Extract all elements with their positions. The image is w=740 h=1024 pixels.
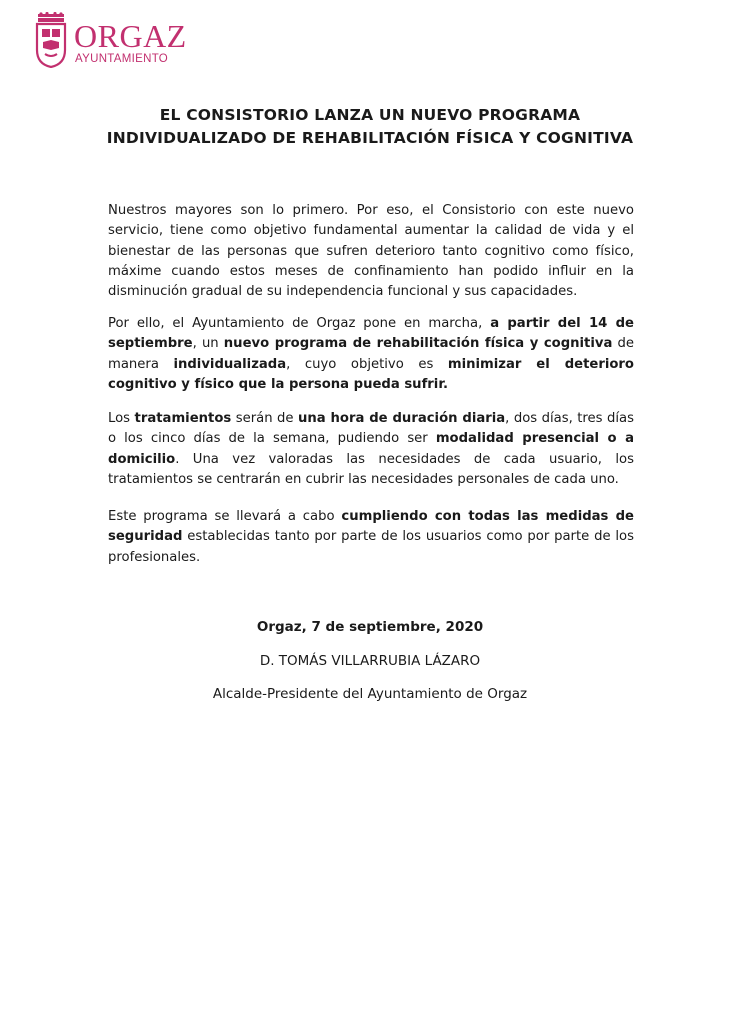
- emphasis-text: tratamientos: [134, 411, 232, 426]
- body-text: , dos días, tres días o los cinco días de la semana, pudiendo ser: [108, 411, 634, 447]
- logo-subtitle: AYUNTAMIENTO: [75, 53, 169, 65]
- emphasis-text: individualizada: [173, 356, 287, 372]
- body-text: , cuyo objetivo es: [286, 356, 448, 372]
- document-title: EL CONSISTORIO LANZA UN NUEVO PROGRAMA INDIVIDUALIZADO DE REHABILITACIÓN FÍSICA Y COGNITIVA: [106, 106, 634, 147]
- paragraph-program: [108, 314, 634, 395]
- body-text: Por ello, el Ayuntamiento de Orgaz pone en marcha,: [108, 316, 491, 331]
- emphasis-text: modalidad presencial o a domicilio: [108, 431, 634, 467]
- signature-role: Alcalde-Presidente del Ayuntamiento de Orgaz: [212, 686, 528, 702]
- paragraph-intro: [108, 201, 634, 302]
- coat-of-arms-icon: [34, 12, 68, 68]
- logo-name: ORGAZ: [74, 18, 187, 54]
- emphasis-text: a partir del 14 de septiembre: [108, 316, 634, 352]
- paragraph-treatments: [108, 409, 634, 490]
- body-text: de manera: [108, 336, 634, 372]
- body-text: . Una vez valoradas las necesidades de cada usuario, los tratamientos se centrarán en cubrir las necesidades personales de cada uno.: [108, 451, 634, 487]
- body-text: Nuestros mayores son lo primero. Por eso, el Consistorio con este nuevo servicio, tiene como objetivo fundamental aumentar la calidad de vida y el bienestar de las personas que sufren deterioro tanto cognitivo como físico, máxime cuando estos meses de confinamiento han podido influir en la disminución gradual de su independencia funcional y sus capacidades.: [108, 203, 634, 300]
- emphasis-text: una hora de duración diaria: [297, 411, 506, 426]
- body-text: establecidas tanto por parte de los usuarios como por parte de los profesionales.: [108, 529, 634, 565]
- body-text: Este programa se llevará a cabo: [108, 509, 342, 524]
- body-text: , un: [192, 336, 224, 352]
- paragraph-safety: [108, 507, 634, 568]
- emphasis-text: cumpliendo con todas las medidas de seguridad: [108, 509, 634, 545]
- body-text: Los: [108, 411, 135, 426]
- emphasis-text: nuevo programa de rehabilitación física y cognitiva: [223, 336, 613, 352]
- ayuntamiento-logo: [34, 12, 204, 72]
- signature-date: Orgaz, 7 de septiembre, 2020: [256, 619, 484, 635]
- body-text: serán de: [231, 411, 298, 426]
- signature-signer: D. TOMÁS VILLARRUBIA LÁZARO: [259, 653, 481, 669]
- emphasis-text: minimizar el deterioro cognitivo y físico que la persona pueda sufrir.: [108, 356, 634, 392]
